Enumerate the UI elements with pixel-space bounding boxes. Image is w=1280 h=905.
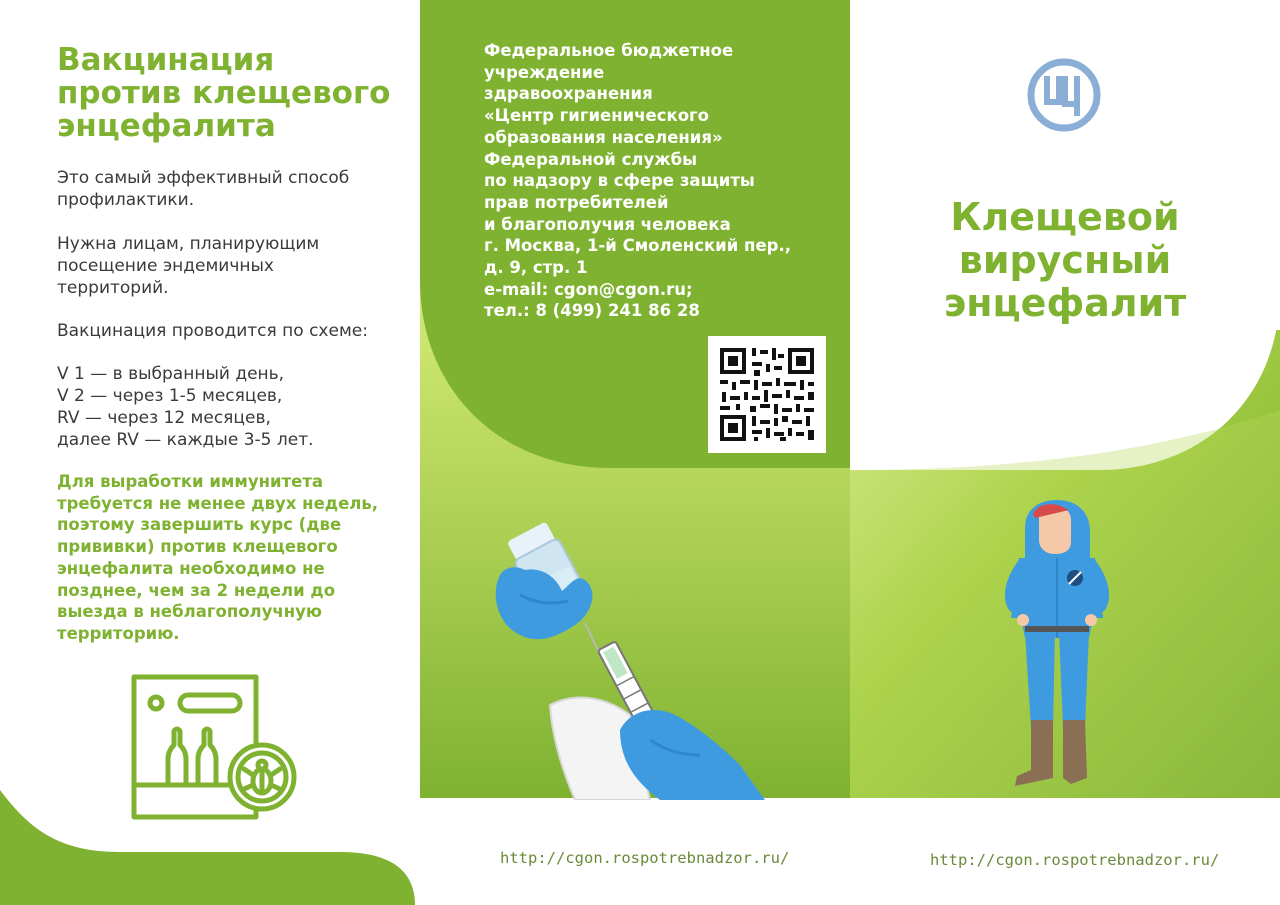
vaccine-syringe-illustration [480,515,780,800]
intro-paragraph: Это самый эффективный способ профилактики. [57,168,350,210]
schedule-heading: Вакцинация проводится по схеме: [57,321,368,341]
vaccine-kit-icon [130,673,302,823]
vaccination-title: Вакцинация против клещевого энцефалита [57,42,391,144]
website-url-right[interactable]: http://cgon.rospotrebnadzor.ru/ [930,851,1220,869]
protective-suit-person-illustration [995,498,1120,790]
cgon-logo-icon [1025,56,1103,134]
vaccination-schedule: V 1 — в выбранный день, V 2 — через 1-5 месяцев, RV — через 12 месяцев, далее RV — каждые 3-5 лет. [57,364,314,450]
target-group-paragraph: Нужна лицам, планирующим посещение эндемичных территорий. [57,234,320,298]
brochure-title: Клещевой вирусный энцефалит [943,195,1187,325]
immunity-note: Для выработки иммунитета требуется не менее двух недель, поэтому завершить курс (две прививки) против клещевого энцефалита необходимо не позднее, чем за 2 недели до выезда в неблагополучную территорию. [57,472,379,643]
qr-code-icon [708,336,826,453]
organization-contacts: Федеральное бюджетное учреждение здравоохранения «Центр гигиенического образования населения» Федеральной службы по надзору в сфере защиты прав потребителей и благополучия человека г. Москва, 1-й Смоленский пер., д. 9, стр. 1 e-mail: cgon@cgon.ru; тел.: 8 (499) 241 86 28 [484,41,791,321]
website-url-middle[interactable]: http://cgon.rospotrebnadzor.ru/ [500,849,790,867]
